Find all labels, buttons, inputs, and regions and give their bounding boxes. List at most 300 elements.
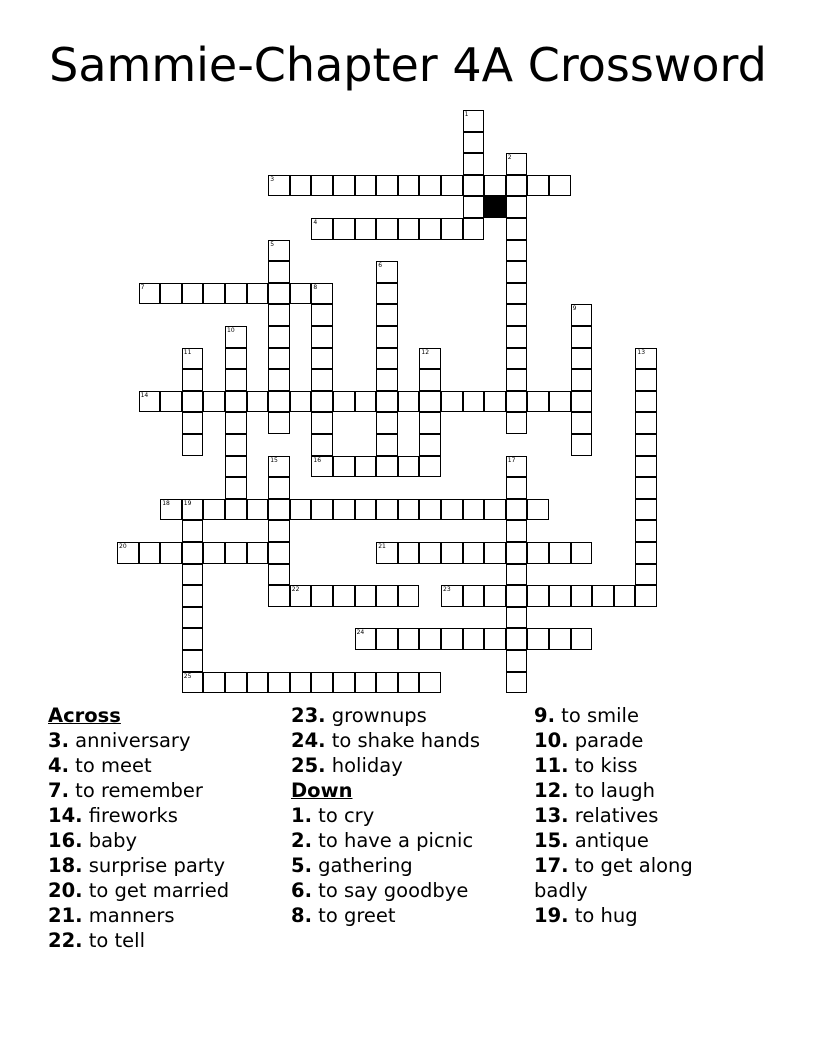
clue-item-number: 18.: [48, 854, 83, 877]
grid-cell[interactable]: [376, 585, 398, 607]
grid-cell[interactable]: [333, 672, 355, 694]
grid-cell[interactable]: [527, 499, 549, 521]
clue-number: 23: [443, 586, 451, 594]
grid-cell[interactable]: [268, 261, 290, 283]
grid-cell[interactable]: [527, 585, 549, 607]
grid-cell[interactable]: [419, 348, 441, 370]
clue-item: [534, 703, 774, 728]
grid-cell[interactable]: [182, 520, 204, 542]
clue-item-number: 20.: [48, 879, 83, 902]
clue-item-text: to get married: [82, 879, 230, 902]
grid-cell[interactable]: [311, 672, 333, 694]
grid-cell[interactable]: [225, 348, 247, 370]
clue-item-number: 3.: [48, 729, 69, 752]
grid-cell[interactable]: [441, 628, 463, 650]
clue-number: 24: [356, 629, 365, 637]
grid-cell[interactable]: [376, 283, 398, 305]
grid-cell[interactable]: [182, 585, 204, 607]
clue-item: [48, 753, 288, 778]
clue-number: 17: [507, 456, 516, 464]
grid-cell[interactable]: [290, 499, 312, 521]
clue-item: [48, 928, 288, 953]
grid-cell[interactable]: [376, 499, 398, 521]
across-heading: Across: [48, 704, 121, 727]
grid-cell[interactable]: [355, 391, 377, 413]
grid-cell[interactable]: [419, 391, 441, 413]
clue-item-text: gathering: [311, 854, 413, 877]
grid-cell[interactable]: [506, 456, 528, 478]
grid-cell[interactable]: [398, 391, 420, 413]
grid-cell[interactable]: [571, 326, 593, 348]
clue-item-number: 23.: [291, 704, 326, 727]
grid-cell[interactable]: [506, 672, 528, 694]
grid-cell[interactable]: [571, 628, 593, 650]
clue-item: [48, 903, 288, 928]
grid-cell[interactable]: [463, 391, 485, 413]
grid-cell[interactable]: [182, 434, 204, 456]
clue-number: 18: [162, 499, 170, 507]
grid-cell[interactable]: [225, 369, 247, 391]
grid-cell[interactable]: [376, 672, 398, 694]
grid-cell[interactable]: [506, 175, 528, 197]
grid-cell[interactable]: [506, 477, 528, 499]
grid-cell[interactable]: [355, 218, 377, 240]
clue-number: 13: [637, 348, 646, 356]
clue-number: 4: [313, 219, 318, 226]
grid-cell[interactable]: [635, 499, 657, 521]
grid-cell[interactable]: [484, 391, 506, 413]
clue-column-1: [48, 703, 288, 953]
grid-cell[interactable]: [311, 283, 333, 305]
grid-cell[interactable]: [311, 391, 333, 413]
grid-cell[interactable]: [290, 283, 312, 305]
grid-cell[interactable]: [182, 283, 204, 305]
grid-cell[interactable]: [506, 153, 528, 175]
grid-cell[interactable]: [311, 175, 333, 197]
clue-item: [48, 803, 288, 828]
grid-cell[interactable]: [549, 628, 571, 650]
grid-cell[interactable]: [506, 240, 528, 262]
clue-item: [48, 828, 288, 853]
grid-cell[interactable]: [376, 391, 398, 413]
grid-cell[interactable]: [333, 456, 355, 478]
grid-cell[interactable]: [419, 175, 441, 197]
grid-cell[interactable]: [311, 218, 333, 240]
clue-number: 7: [140, 283, 145, 291]
grid-cell[interactable]: [182, 369, 204, 391]
clue-item-number: 11.: [534, 754, 569, 777]
grid-cell[interactable]: [441, 391, 463, 413]
grid-cell[interactable]: [203, 542, 225, 564]
grid-cell[interactable]: [203, 672, 225, 694]
grid-cell[interactable]: [225, 412, 247, 434]
grid-cell[interactable]: [463, 499, 485, 521]
grid-cell[interactable]: [419, 369, 441, 391]
grid-cell[interactable]: [182, 628, 204, 650]
clue-item-text: to kiss: [568, 754, 638, 777]
grid-cell[interactable]: [376, 218, 398, 240]
grid-cell[interactable]: [463, 218, 485, 240]
grid-cell[interactable]: [635, 585, 657, 607]
grid-cell[interactable]: [506, 412, 528, 434]
grid-cell[interactable]: [355, 672, 377, 694]
clue-item: [534, 853, 734, 903]
grid-cell[interactable]: [484, 628, 506, 650]
grid-cell[interactable]: [527, 175, 549, 197]
grid-cell[interactable]: [225, 326, 247, 348]
clue-number: 16: [313, 456, 322, 464]
grid-cell[interactable]: [527, 391, 549, 413]
grid-cell[interactable]: [290, 391, 312, 413]
grid-cell[interactable]: [376, 628, 398, 650]
grid-cell[interactable]: [506, 218, 528, 240]
clue-item-number: 12.: [534, 779, 569, 802]
grid-cell[interactable]: [355, 499, 377, 521]
clue-item-text: anniversary: [68, 729, 191, 752]
grid-cell[interactable]: [355, 585, 377, 607]
clue-item-text: to shake hands: [325, 729, 480, 752]
grid-cell[interactable]: [160, 499, 182, 521]
grid-cell[interactable]: [506, 391, 528, 413]
grid-cell[interactable]: [182, 607, 204, 629]
clue-number: 10: [227, 327, 235, 334]
clue-item-text: to hug: [568, 904, 638, 927]
grid-cell[interactable]: [268, 175, 290, 197]
grid-cell[interactable]: [268, 456, 290, 478]
grid-cell[interactable]: [247, 499, 269, 521]
clue-number: 25: [183, 672, 192, 680]
clue-column-2: [291, 703, 531, 928]
grid-cell[interactable]: [139, 542, 161, 564]
grid-cell[interactable]: [268, 585, 290, 607]
grid-cell[interactable]: [311, 326, 333, 348]
grid-cell[interactable]: [268, 672, 290, 694]
grid-cell[interactable]: [419, 542, 441, 564]
grid-cell[interactable]: [441, 175, 463, 197]
clue-item-text: to tell: [82, 929, 145, 952]
grid-cell[interactable]: [268, 326, 290, 348]
clue-item-number: 21.: [48, 904, 83, 927]
clue-item-number: 13.: [534, 804, 569, 827]
clue-number: 2: [507, 154, 512, 162]
grid-cell[interactable]: [463, 196, 485, 218]
grid-cell[interactable]: [571, 542, 593, 564]
grid-cell[interactable]: [311, 369, 333, 391]
clue-item-text: to greet: [311, 904, 396, 927]
clue-item-number: 6.: [291, 879, 312, 902]
clue-item-number: 1.: [291, 804, 312, 827]
grid-cell[interactable]: [571, 585, 593, 607]
grid-cell[interactable]: [506, 283, 528, 305]
grid-cell[interactable]: [182, 672, 204, 694]
grid-cell[interactable]: [635, 348, 657, 370]
grid-cell[interactable]: [635, 434, 657, 456]
grid-cell[interactable]: [182, 564, 204, 586]
clue-item-number: 4.: [48, 754, 69, 777]
grid-cell[interactable]: [225, 283, 247, 305]
grid-cell[interactable]: [376, 456, 398, 478]
clue-item-text: baby: [82, 829, 137, 852]
clue-column-3: [534, 703, 774, 928]
clue-number: 19: [183, 499, 192, 507]
grid-cell[interactable]: [247, 542, 269, 564]
clue-item-text: to say goodbye: [311, 879, 469, 902]
clue-item: [534, 728, 774, 753]
grid-cell[interactable]: [182, 348, 204, 370]
grid-cell[interactable]: [203, 391, 225, 413]
grid-cell[interactable]: [441, 218, 463, 240]
grid-cell[interactable]: [571, 412, 593, 434]
grid-cell[interactable]: [506, 326, 528, 348]
clue-item: [534, 803, 774, 828]
grid-cell[interactable]: [635, 542, 657, 564]
grid-cell[interactable]: [419, 434, 441, 456]
clue-item: [291, 853, 531, 878]
grid-cell[interactable]: [290, 672, 312, 694]
grid-cell[interactable]: [506, 261, 528, 283]
grid-cell[interactable]: [376, 261, 398, 283]
grid-cell[interactable]: [225, 672, 247, 694]
clue-item: [291, 828, 531, 853]
grid-cell[interactable]: [311, 456, 333, 478]
clue-item-text: to have a picnic: [311, 829, 474, 852]
grid-cell[interactable]: [268, 477, 290, 499]
grid-cell[interactable]: [527, 542, 549, 564]
grid-cell[interactable]: [355, 175, 377, 197]
grid-cell[interactable]: [182, 499, 204, 521]
grid-cell[interactable]: [419, 499, 441, 521]
grid-cell[interactable]: [290, 585, 312, 607]
grid-cell[interactable]: [203, 283, 225, 305]
grid-cell[interactable]: [398, 456, 420, 478]
grid-cell[interactable]: [549, 175, 571, 197]
grid-cell[interactable]: [376, 542, 398, 564]
grid-cell[interactable]: [419, 456, 441, 478]
grid-cell[interactable]: [419, 628, 441, 650]
grid-cell[interactable]: [463, 585, 485, 607]
grid-cell[interactable]: [592, 585, 614, 607]
grid-cell[interactable]: [268, 348, 290, 370]
grid-cell[interactable]: [484, 499, 506, 521]
clue-item: [534, 903, 774, 928]
grid-cell[interactable]: [484, 175, 506, 197]
grid-cell[interactable]: [635, 369, 657, 391]
grid-cell[interactable]: [311, 348, 333, 370]
grid-cell[interactable]: [571, 434, 593, 456]
grid-cell[interactable]: [506, 607, 528, 629]
clue-number: 21: [378, 543, 386, 550]
grid-cell[interactable]: [419, 218, 441, 240]
clue-number: 11: [183, 348, 192, 356]
grid-cell[interactable]: [225, 477, 247, 499]
grid-cell[interactable]: [311, 585, 333, 607]
grid-cell[interactable]: [398, 218, 420, 240]
grid-cell[interactable]: [268, 283, 290, 305]
grid-cell[interactable]: [506, 520, 528, 542]
grid-cell[interactable]: [290, 175, 312, 197]
grid-cell[interactable]: [247, 672, 269, 694]
grid-cell[interactable]: [398, 542, 420, 564]
grid-cell[interactable]: [463, 542, 485, 564]
grid-cell[interactable]: [527, 628, 549, 650]
clue-item-number: 16.: [48, 829, 83, 852]
grid-cell[interactable]: [268, 391, 290, 413]
grid-cell[interactable]: [268, 542, 290, 564]
grid-cell[interactable]: [182, 412, 204, 434]
grid-cell[interactable]: [571, 348, 593, 370]
clue-item: [48, 853, 288, 878]
grid-cell[interactable]: [506, 564, 528, 586]
clue-item: [291, 703, 531, 728]
grid-cell[interactable]: [398, 175, 420, 197]
clue-item: [291, 878, 531, 903]
grid-cell[interactable]: [506, 348, 528, 370]
grid-cell[interactable]: [160, 391, 182, 413]
clue-item-text: fireworks: [82, 804, 178, 827]
grid-cell[interactable]: [247, 283, 269, 305]
grid-cell[interactable]: [635, 520, 657, 542]
grid-cell[interactable]: [247, 391, 269, 413]
grid-cell[interactable]: [311, 412, 333, 434]
grid-cell[interactable]: [182, 650, 204, 672]
grid-cell[interactable]: [333, 391, 355, 413]
grid-cell[interactable]: [160, 542, 182, 564]
grid-cell[interactable]: [117, 542, 139, 564]
clue-item-number: 19.: [534, 904, 569, 927]
grid-cell[interactable]: [635, 477, 657, 499]
grid-cell[interactable]: [376, 326, 398, 348]
grid-cell[interactable]: [484, 585, 506, 607]
grid-cell[interactable]: [571, 304, 593, 326]
grid-cell[interactable]: [441, 499, 463, 521]
grid-cell[interactable]: [398, 585, 420, 607]
grid-cell[interactable]: [203, 499, 225, 521]
clue-item: [291, 903, 531, 928]
grid-cell[interactable]: [441, 585, 463, 607]
down-heading: Down: [291, 779, 353, 802]
grid-cell[interactable]: [333, 218, 355, 240]
clue-item-text: grownups: [325, 704, 427, 727]
grid-cell[interactable]: [635, 412, 657, 434]
grid-cell[interactable]: [268, 304, 290, 326]
grid-cell[interactable]: [614, 585, 636, 607]
grid-cell[interactable]: [398, 499, 420, 521]
grid-cell[interactable]: [463, 175, 485, 197]
grid-cell[interactable]: [268, 412, 290, 434]
grid-cell[interactable]: [463, 153, 485, 175]
grid-cell[interactable]: [635, 456, 657, 478]
grid-cell[interactable]: [225, 499, 247, 521]
clue-number: 22: [291, 586, 300, 594]
grid-cell[interactable]: [549, 585, 571, 607]
grid-cell[interactable]: [484, 542, 506, 564]
clue-item-text: to cry: [311, 804, 375, 827]
grid-cell[interactable]: [506, 304, 528, 326]
grid-cell[interactable]: [549, 542, 571, 564]
grid-cell[interactable]: [441, 542, 463, 564]
clue-item-text: to laugh: [568, 779, 655, 802]
grid-cell[interactable]: [571, 369, 593, 391]
clue-item-number: 8.: [291, 904, 312, 927]
grid-cell[interactable]: [419, 412, 441, 434]
grid-cell[interactable]: [311, 434, 333, 456]
grid-cell[interactable]: [376, 434, 398, 456]
grid-cell[interactable]: [355, 628, 377, 650]
grid-cell[interactable]: [635, 564, 657, 586]
clue-item-number: 24.: [291, 729, 326, 752]
grid-cell[interactable]: [225, 434, 247, 456]
grid-cell[interactable]: [549, 391, 571, 413]
grid-cell[interactable]: [268, 520, 290, 542]
clue-item-number: 25.: [291, 754, 326, 777]
clue-item-text: relatives: [568, 804, 659, 827]
clue-number: 5: [270, 240, 275, 248]
grid-cell[interactable]: [635, 391, 657, 413]
grid-cell[interactable]: [376, 412, 398, 434]
grid-cell[interactable]: [376, 175, 398, 197]
grid-cell[interactable]: [182, 542, 204, 564]
clue-item: [534, 828, 774, 853]
grid-cell[interactable]: [160, 283, 182, 305]
grid-cell[interactable]: [506, 369, 528, 391]
grid-cell[interactable]: [139, 283, 161, 305]
grid-cell[interactable]: [311, 304, 333, 326]
grid-cell[interactable]: [225, 391, 247, 413]
clue-item: [48, 728, 288, 753]
grid-cell[interactable]: [268, 240, 290, 262]
grid-cell[interactable]: [506, 196, 528, 218]
grid-cell[interactable]: [139, 391, 161, 413]
grid-cell[interactable]: [419, 672, 441, 694]
grid-cell[interactable]: [311, 499, 333, 521]
grid-cell[interactable]: [506, 499, 528, 521]
grid-cell[interactable]: [182, 391, 204, 413]
grid-cell[interactable]: [355, 456, 377, 478]
grid-cell[interactable]: [376, 304, 398, 326]
grid-cell[interactable]: [268, 369, 290, 391]
clue-number: 14: [140, 391, 149, 399]
page-title: Sammie-Chapter 4A Crossword: [49, 38, 767, 92]
clue-item-number: 14.: [48, 804, 83, 827]
grid-cell[interactable]: [376, 348, 398, 370]
clue-item: [534, 753, 774, 778]
grid-cell[interactable]: [225, 542, 247, 564]
grid-cell[interactable]: [463, 110, 485, 132]
clue-item-text: to meet: [68, 754, 152, 777]
grid-cell[interactable]: [376, 369, 398, 391]
clue-item-number: 17.: [534, 854, 569, 877]
grid-cell[interactable]: [268, 499, 290, 521]
clue-item-number: 5.: [291, 854, 312, 877]
grid-cell[interactable]: [463, 628, 485, 650]
grid-cell[interactable]: [463, 132, 485, 154]
grid-cell[interactable]: [225, 456, 247, 478]
grid-cell[interactable]: [571, 391, 593, 413]
grid-cell[interactable]: [333, 499, 355, 521]
grid-cell[interactable]: [506, 585, 528, 607]
grid-cell[interactable]: [506, 542, 528, 564]
clue-number: 20: [119, 543, 127, 550]
grid-cell[interactable]: [506, 628, 528, 650]
clue-item-number: 10.: [534, 729, 569, 752]
grid-cell[interactable]: [333, 585, 355, 607]
grid-cell[interactable]: [398, 672, 420, 694]
grid-cell[interactable]: [268, 564, 290, 586]
grid-cell[interactable]: [398, 628, 420, 650]
grid-cell[interactable]: [506, 650, 528, 672]
clue-item-text: holiday: [325, 754, 403, 777]
grid-cell[interactable]: [333, 175, 355, 197]
